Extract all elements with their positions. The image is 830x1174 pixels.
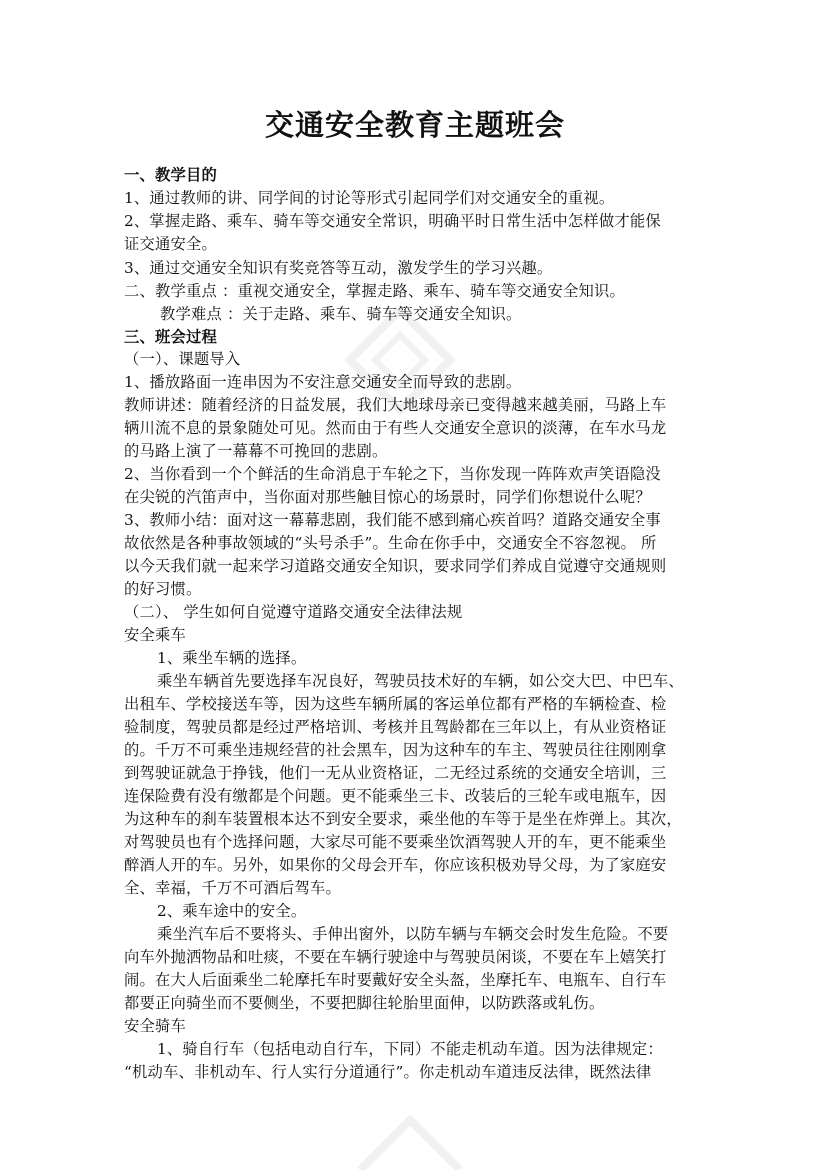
text-line: 3、通过交通安全知识有奖竞答等互动，激发学生的学习兴趣。: [124, 259, 553, 277]
text-line: 到驾驶证就急于挣钱，他们一无从业资格证，二无经过系统的交通安全培训，三: [124, 764, 667, 782]
text-line: 1、通过教师的讲、同学间的讨论等形式引起同学们对交通安全的重视。: [124, 189, 615, 207]
key-points-line: 二、教学重点 ：重视交通安全，掌握走路、乘车、骑车等交通安全知识。: [124, 282, 625, 300]
text-line: 的。千万不可乘坐违规经营的社会黑车，因为这种车的车主、驾驶员往往刚刚拿: [124, 741, 667, 759]
text-line: 的好习惯。: [124, 580, 202, 598]
text-line: 故依然是各种事故领域的“头号杀手”。生命在你手中，交通安全不容忽视。 所: [124, 534, 657, 552]
text-line: 乘坐车辆首先要选择车况良好，驾驶员技术好的车辆，如公交大巴、中巴车、: [157, 672, 684, 690]
text-line: 教师讲述：随着经济的日益发展，我们大地球母亲已变得越来越美丽，马路上车: [124, 396, 667, 414]
subsection-heading: （一）、课题导入: [124, 350, 241, 368]
section-heading: 三、班会过程: [124, 328, 217, 346]
text-line: 2、乘车途中的安全。: [157, 902, 307, 920]
text-line: 1、播放路面一连串因为不安注意交通安全而导致的悲剧。: [124, 373, 522, 391]
topic-heading: 安全乘车: [124, 626, 186, 644]
text-line: 都要正向骑坐而不要侧坐，不要把脚往轮胎里面伸，以防跌落或轧伤。: [124, 994, 605, 1012]
text-line: 2、当你看到一个个鲜活的生命消息于车轮之下，当你发现一阵阵欢声笑语隐没: [124, 465, 661, 483]
watermark-mark: [340, 1100, 480, 1170]
text-line: 全、幸福，千万不可酒后驾车。: [124, 879, 341, 897]
text-line: 2、掌握走路、乘车、骑车等交通安全常识，明确平时日常生活中怎样做才能保: [124, 212, 661, 230]
text-line: 向车外抛洒物品和吐痰，不要在车辆行驶途中与驾驶员闲谈，不要在车上嬉笑打: [124, 948, 667, 966]
text-line: 为这种车的刹车装置根本达不到安全要求，乘坐他的车等于是坐在炸弹上。其次，: [124, 810, 682, 828]
text-line: 以今天我们就一起来学习道路交通安全知识，要求同学们养成自觉遵守交通规则: [124, 557, 667, 575]
section-heading: 一、教学目的: [124, 166, 217, 184]
text-line: 3、教师小结：面对这一幕幕悲剧，我们能不感到痛心疾首吗？道路交通安全事: [124, 511, 661, 529]
difficult-points-line: 教学难点 ：关于走路、乘车、骑车等交通安全知识。: [160, 305, 522, 323]
text-line: 证交通安全。: [124, 235, 217, 253]
watermark-mark: [330, 290, 470, 430]
text-line: 醉酒人开的车。另外，如果你的父母会开车，你应该积极劝导父母，为了家庭安: [124, 856, 667, 874]
text-line: 验制度，驾驶员都是经过严格培训、考核并且驾龄都在三年以上，有从业资格证: [124, 718, 667, 736]
text-line: “机动车、非机动车、行人实行分道通行”。你走机动车道违反法律，既然法律: [124, 1063, 652, 1081]
text-line: 在尖锐的汽笛声中，当你面对那些触目惊心的场景时，同学们你想说什么呢？: [124, 488, 651, 506]
text-line: 1、骑自行车（包括电动自行车，下同）不能走机动车道。因为法律规定：: [157, 1040, 663, 1058]
text-line: 连保险费有没有缴都是个问题。更不能乘坐三卡、改装后的三轮车或电瓶车，因: [124, 787, 667, 805]
text-line: 乘坐汽车后不要将头、手伸出窗外，以防车辆与车辆交会时发生危险。不要: [157, 925, 669, 943]
text-line: 1、乘坐车辆的选择。: [157, 649, 307, 667]
text-line: 出租车、学校接送车等，因为这些车辆所属的客运单位都有严格的车辆检查、检: [124, 695, 667, 713]
text-line: 辆川流不息的景象随处可见。然而由于有些人交通安全意识的淡薄，在车水马龙: [124, 419, 667, 437]
text-line: 对驾驶员也有个选择问题，大家尽可能不要乘坐饮酒驾驶人开的车，更不能乘坐: [124, 833, 667, 851]
text-line: 的马路上演了一幕幕不可挽回的悲剧。: [124, 442, 388, 460]
subsection-heading: （二）、 学生如何自觉遵守道路交通安全法律法规: [124, 603, 463, 621]
document-title: 交通安全教育主题班会: [264, 108, 565, 142]
topic-heading: 安全骑车: [124, 1017, 186, 1035]
text-line: 闹。在大人后面乘坐二轮摩托车时要戴好安全头盔，坐摩托车、电瓶车、自行车: [124, 971, 667, 989]
